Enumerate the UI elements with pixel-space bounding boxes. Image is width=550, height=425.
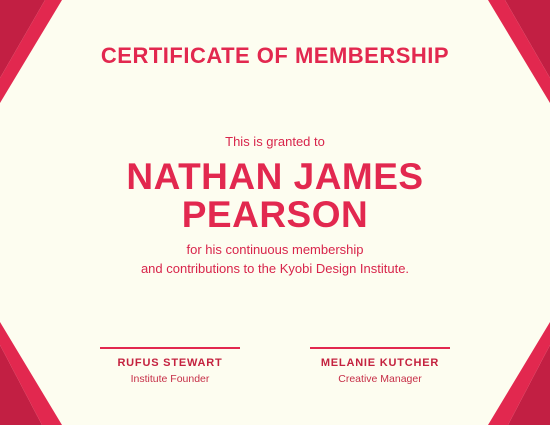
corner-bottom-right-outer [508, 345, 550, 425]
signature-line-left [100, 347, 240, 349]
recipient-name [0, 158, 550, 234]
signatory-name-right: MELANIE KUTCHER [320, 357, 440, 369]
signatory-role-right: Creative Manager [338, 373, 422, 385]
certificate-title: CERTIFICATE OF MEMBERSHIP [100, 43, 450, 68]
corner-bottom-left-outer [0, 345, 42, 425]
corner-bottom-right-inner [488, 322, 550, 425]
signatory-name-left: RUFUS STEWART [117, 357, 223, 369]
recipient-name-line-2: PEARSON [181, 194, 369, 235]
signature-block-left [100, 347, 240, 386]
signature-line-right [310, 347, 450, 349]
granted-text: This is granted to [225, 134, 325, 149]
signatory-role-left: Institute Founder [130, 373, 210, 385]
description-line-1: for his continuous membership [186, 242, 364, 257]
signature-block-right [310, 347, 450, 386]
recipient-name-line-1: NATHAN JAMES [126, 156, 424, 197]
description [0, 240, 550, 278]
corner-bottom-left-inner [0, 322, 62, 425]
description-line-2: and contributions to the Kyobi Design Institute. [140, 261, 410, 276]
